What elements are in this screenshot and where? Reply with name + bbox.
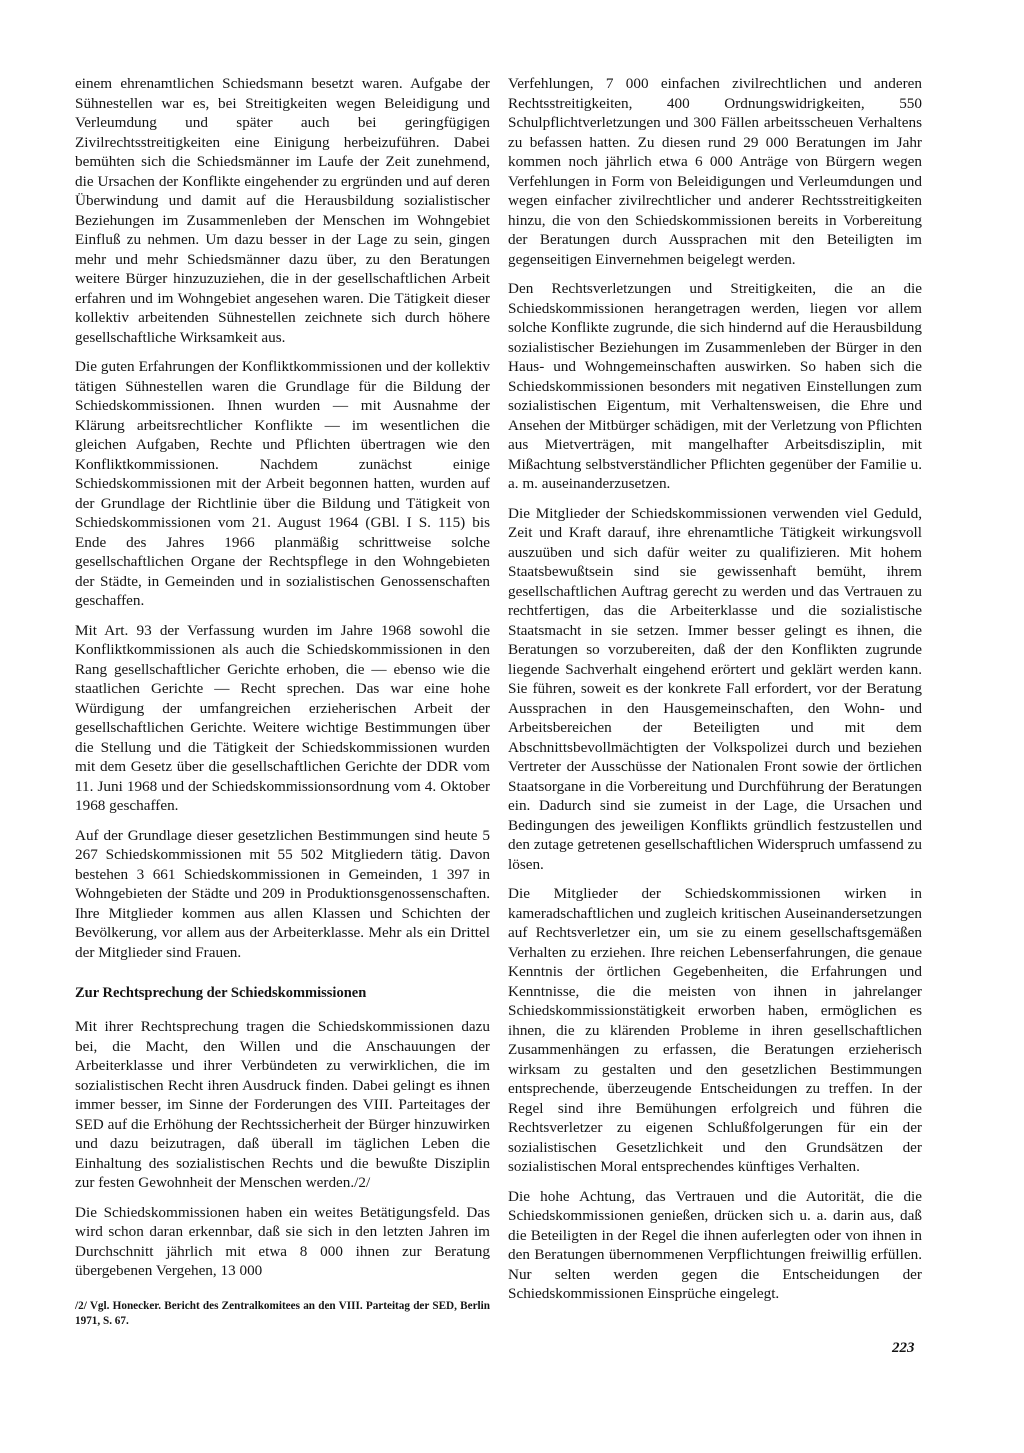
right-column xyxy=(508,74,922,1314)
left-column xyxy=(75,74,490,1329)
page-number: 223 xyxy=(892,1340,915,1356)
paragraph: Die hohe Achtung, das Vertrauen und die Autorität, die die Schiedskommissionen genießen, drücken sich u. a. darin aus, daß die Beteiligten in der Regel die ihnen auferlegten oder von ihnen in den Beratungen übernommenen Verpflichtungen freiwillig erfüllen. Nur selten werden gegen die Entscheidungen der Schiedskommissionen Einsprüche eingelegt. xyxy=(508,1187,922,1302)
paragraph: Die guten Erfahrungen der Konfliktkommissionen und der kollektiv tätigen Sühnestellen waren die Grundlage für die Bildung der Schiedskommissionen. Ihnen wurden — mit Ausnahme der Klärung arbeitsrechtlicher Konflikte — im wesentlichen die gleichen Aufgaben, Rechte und Pflichten übertragen wie den Konfliktkommissionen. Nachdem zunächst einige Schiedskommissionen mit der Arbeit begonnen hatten, wurden auf der Grundlage der Richtlinie über die Bildung und Tätigkeit von Schiedskommissionen vom 21. August 1964 (GBl. I S. 115) bis Ende des Jahres 1966 planmäßig schrittweise solche gesellschaftlichen Organe der Rechtspflege in den Wohngebieten der Städte, in Gemeinden und in sozialistischen Genossenschaften geschaffen. xyxy=(75,358,490,609)
paragraph: Den Rechtsverletzungen und Streitigkeiten, die an die Schiedskommissionen herangetragen werden, liegen vor allem solche Konflikte zugrunde, die sich hindernd auf die Herausbildung sozialistischer Beziehungen im Zusammenleben der Bürger in den Haus- und Wohngemeinschaften auswirken. So haben sich die Schiedskommissionen besonders mit negativen Einstellungen zum sozialistischen Eigentum, mit Verhaltensweisen, die Ehre und Ansehen der Mitbürger schädigen, mit der Verletzung von Pflichten aus Mietverträgen, mit mangelhafter Arbeitsdisziplin, mit Mißachtung selbstverständlicher Pflichten gegenüber der Familie u. a. m. auseinanderzusetzen. xyxy=(508,280,922,492)
footnote: /2/ Vgl. Honecker. Bericht des Zentralkomitees an den VIII. Parteitag der SED, Berlin 1971, S. 67. xyxy=(75,1299,490,1327)
paragraph: Verfehlungen, 7 000 einfachen zivilrechtlichen und anderen Rechtsstreitigkeiten, 400 Ordnungswidrigkeiten, 550 Schulpflichtverletzungen und 300 Fällen arbeitsscheuen Verhaltens zu befassen hatten. Zu diesen rund 29 000 Beratungen im Jahr kommen noch jährlich etwa 6 000 Anträge von Bürgern wegen Verfehlungen in Form von Beleidigungen und Verleumdungen und wegen einfacher zivilrechtlicher und anderer Rechtsstreitigkeiten hinzu, die von den Schiedskommissionen bereits in Vorbereitung der Beratungen durch Aussprachen mit den Beteiligten im gegenseitigen Einvernehmen beigelegt werden. xyxy=(508,75,922,268)
section-heading: Zur Rechtsprechung der Schiedskommissionen xyxy=(75,985,367,1001)
paragraph: Mit ihrer Rechtsprechung tragen die Schiedskommissionen dazu bei, die Macht, den Willen und die Anschauungen der Arbeiterklasse und ihrer Verbündeten zu verwirklichen, die im sozialistischen Recht ihren Ausdruck finden. Dabei gelingt es ihnen immer besser, im Sinne der Forderungen des VIII. Parteitages der SED auf die Erhöhung der Rechtssicherheit der Bürger hinzuwirken und dazu beizutragen, daß überall im täglichen Leben die Einhaltung des sozialistischen Rechts und die bewußte Disziplin zur festen Gewohnheit der Menschen werden./2/ xyxy=(75,1018,490,1191)
paragraph: Die Mitglieder der Schiedskommissionen verwenden viel Geduld, Zeit und Kraft darauf, ihre ehrenamtliche Tätigkeit wirkungsvoll auszuüben und sich dafür weiter zu qualifizieren. Mit hohem Staatsbewußtsein sind sie gewissenhaft bemüht, ihrem gesellschaftlichen Auftrag gerecht zu werden und das Vertrauen zu rechtfertigen, das die Arbeiterklasse und die sozialistische Staatsmacht in sie setzen. Immer besser gelingt es ihnen, die Beratungen so vorzubereiten, daß der den Konflikten zugrunde liegende Sachverhalt eingehend erörtert und geklärt werden kann. Sie führen, soweit es der konkrete Fall erfordert, vor der Beratung Aussprachen in den Hausgemeinschaften, den Wohn- und Arbeitsbereichen der Beteiligten und mit dem Abschnittsbevollmächtigten der Volkspolizei durch und beziehen Vertreter der Ausschüsse der Nationalen Front sowie der örtlichen Staatsorgane in die Vorbereitung und Durchführung der Beratungen ein. Dadurch sind sie zumeist in der Lage, die Ursachen und Bedingungen des jeweiligen Konflikts gründlich festzustellen und den zutage getretenen gesellschaftlichen Widerspruch umfassend zu lösen. xyxy=(508,504,922,873)
paragraph: Auf der Grundlage dieser gesetzlichen Bestimmungen sind heute 5 267 Schiedskommissionen mit 55 502 Mitgliedern tätig. Davon bestehen 3 661 Schiedskommissionen in Gemeinden, 1 397 in Wohngebieten der Städte und 209 in Produktionsgenossenschaften. Ihre Mitglieder kommen aus allen Klassen und Schichten der Bevölkerung, vor allem aus der Arbeiterklasse. Mehr als ein Drittel der Mitglieder sind Frauen. xyxy=(75,826,490,961)
paragraph: Die Schiedskommissionen haben ein weites Betätigungsfeld. Das wird schon daran erkennbar, daß sie sich in den letzten Jahren im Durchschnitt jährlich mit etwa 8 000 ihnen zur Beratung übergebenen Vergehen, 13 000 xyxy=(75,1203,490,1279)
paragraph: einem ehrenamtlichen Schiedsmann besetzt waren. Aufgabe der Sühnestellen war es, bei Streitigkeiten wegen Beleidigung und Verleumdung und später auch bei geringfügigen Zivilrechtsstreitigkeiten eine Einigung herbeizuführen. Dabei bemühten sich die Schiedsmänner im Laufe der Zeit zunehmend, die Ursachen der Konflikte eingehender zu ergründen und auf deren Überwindung und damit auf die Herausbildung sozialistischer Beziehungen im Zusammenleben der Menschen im Wohngebiet Einfluß zu nehmen. Um dazu besser in der Lage zu sein, gingen mehr und mehr Schiedsmänner dazu über, zu den Beratungen weitere Bürger hinzuzuziehen, die in der gesellschaftlichen Arbeit erfahren und im Wohngebiet angesehen waren. Die Tätigkeit dieser kollektiv arbeitenden Sühnestellen zeichnete sich durch höhere gesellschaftliche Wirksamkeit aus. xyxy=(75,75,490,346)
paragraph: Die Mitglieder der Schiedskommissionen wirken in kameradschaftlichen und zugleich kritischen Auseinandersetzungen auf Rechtsverletzer ein, um sie zu einem gesellschaftsgemäßen Verhalten zu erziehen. Ihre reichen Lebenserfahrungen, die genaue Kenntnis der örtlichen Gegebenheiten, die Erfahrungen und Kenntnisse, die die meisten von ihnen in jahrelanger Schiedskommissionstätigkeit erworben haben, ermöglichen es ihnen, die zu klärenden Probleme in ihren gesellschaftlichen Zusammenhängen zu erfassen, die Beratungen erzieherisch wirksam zu gestalten und den gesetzlichen Bestimmungen entsprechende, überzeugende Entscheidungen zu treffen. In der Regel sind ihre Bemühungen erfolgreich und führen die Rechtsverletzer zu eigenen Schlußfolgerungen für ein der sozialistischen Gesetzlichkeit und den Grundsätzen der sozialistischen Moral entsprechendes künftiges Verhalten. xyxy=(508,885,922,1175)
paragraph: Mit Art. 93 der Verfassung wurden im Jahre 1968 sowohl die Konfliktkommissionen als auch die Schiedskommissionen in den Rang gesellschaftlicher Gerichte erhoben, die — ebenso wie die staatlichen Gerichte — Recht sprechen. Das war eine hohe Würdigung der umfangreichen erzieherischen Arbeit der gesellschaftlichen Gerichte. Weitere wichtige Bestimmungen über die Stellung und die Tätigkeit der Schiedskommissionen wurden mit dem Gesetz über die gesellschaftlichen Gerichte der DDR vom 11. Juni 1968 und der Schiedskommissionsordnung vom 4. Oktober 1968 geschaffen. xyxy=(75,621,490,814)
